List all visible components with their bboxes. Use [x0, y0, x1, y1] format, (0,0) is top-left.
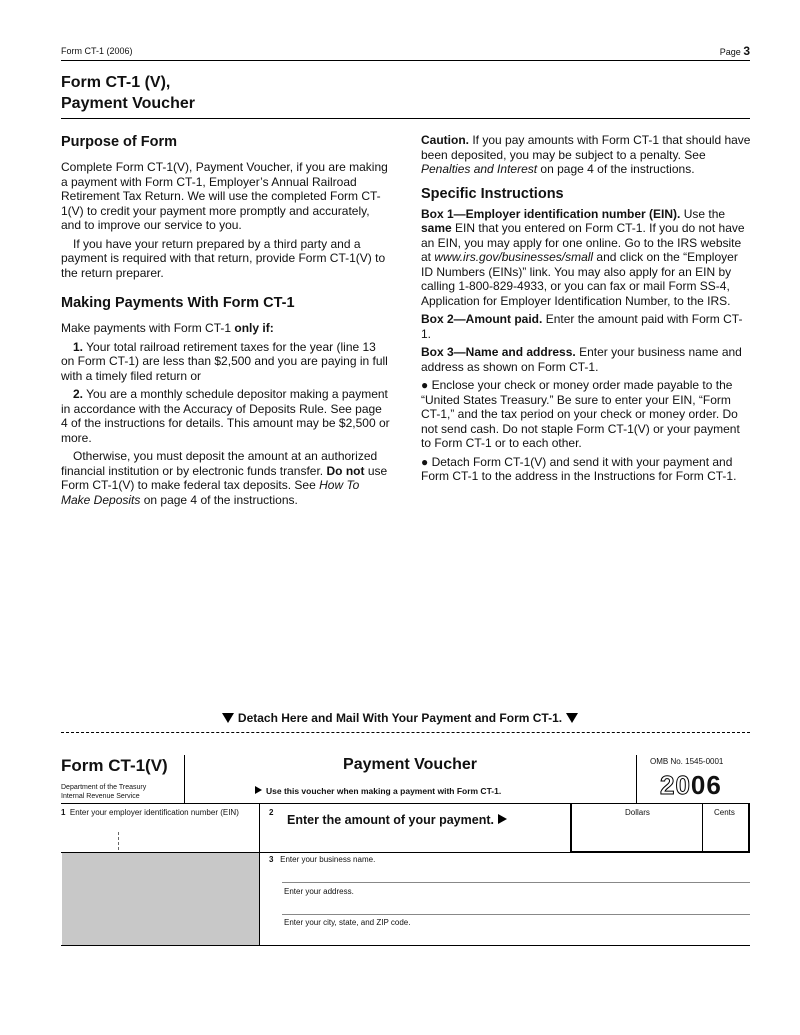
otherwise-italic: How To Make Deposits	[61, 478, 360, 507]
header-rule	[61, 60, 750, 61]
caution-text-a: If you pay amounts with Form CT-1 that should have been deposited, you may be subject to a penalty. See	[421, 133, 751, 162]
city-state-zip-input[interactable]	[282, 927, 750, 944]
condition-item-1	[61, 340, 391, 384]
box2-label: Box 2—Amount paid.	[421, 312, 543, 326]
right-arrow-icon	[498, 814, 507, 824]
address-input[interactable]	[282, 896, 750, 914]
page-label: Page	[719, 47, 741, 57]
box-number: 1	[61, 808, 66, 817]
irs-url-link[interactable]: www.irs.gov/businesses/small	[434, 250, 594, 264]
box1-label-text: Enter your employer identification number (EIN)	[69, 808, 239, 817]
city-state-zip-label: Enter your city, state, and ZIP code.	[284, 918, 411, 927]
detach-instruction	[0, 711, 800, 725]
otherwise-paragraph	[61, 449, 391, 507]
box1-label: Box 1—Employer identification number (EIN).	[421, 206, 681, 221]
box1-instructions	[421, 207, 751, 309]
dollars-label: Dollars	[625, 808, 650, 817]
bullet-item-1	[421, 378, 751, 451]
omb-number: OMB No. 1545-0001	[650, 757, 724, 766]
bullet-text: Enclose your check or money order made payable to the “United States Treasury.” Be sure to enter your EIN, “Form CT-1,” and the tax period on your check or money order. Do not send cash. Do not staple Form CT-1(V) or your payment to Form CT-1 or to each other.	[421, 378, 740, 450]
page-title	[61, 72, 361, 114]
address-label: Enter your address.	[284, 887, 354, 896]
box2-label	[287, 813, 507, 827]
shaded-area	[62, 853, 259, 945]
making-intro	[61, 321, 391, 336]
field-underline	[282, 914, 750, 915]
page-number: 3	[743, 44, 750, 58]
field-underline	[282, 882, 750, 883]
condition-item-2	[61, 387, 391, 445]
box2-label-text: Enter the amount of your payment.	[287, 813, 494, 827]
tax-year	[660, 770, 722, 801]
year-suffix: 06	[690, 770, 722, 800]
box2-number: 2	[269, 808, 274, 817]
specific-instructions-heading: Specific Instructions	[421, 185, 564, 202]
cut-line	[61, 732, 750, 733]
voucher-use-note	[255, 786, 501, 796]
voucher-form-name: Form CT-1(V)	[61, 756, 168, 775]
right-arrow-icon	[255, 786, 262, 794]
otherwise-bold: Do not	[326, 463, 365, 478]
box1-label	[61, 808, 239, 817]
bullet-item-2	[421, 455, 751, 484]
ein-input[interactable]	[62, 820, 258, 852]
caution-text-b: on page 4 of the instructions.	[540, 162, 695, 176]
caution-paragraph	[421, 133, 751, 177]
box1-text-b: EIN that you entered on Form CT-1. If you do not have an EIN, you may apply for one online. Go to the IRS website at	[421, 221, 745, 264]
box3-text: Enter your business name and address as shown on Form CT-1.	[421, 345, 742, 374]
title-line-1: Form CT-1 (V),	[61, 74, 171, 91]
business-name-label	[269, 855, 375, 864]
business-name-input[interactable]	[282, 864, 750, 882]
otherwise-text-b: use Form CT-1(V) to make federal tax deposits. See	[61, 463, 388, 492]
divider	[259, 803, 260, 945]
left-column	[61, 133, 391, 511]
divider	[702, 803, 703, 853]
box1-text-c: and click on the “Employer ID Numbers (EINs)” link. You may also apply for an EIN by calling 1-800-829-4933, or you can fax or mail Form SS-4, Application for Employer Identification Number, to the IRS.	[421, 250, 738, 308]
detach-text: Detach Here and Mail With Your Payment and Form CT-1.	[237, 711, 563, 725]
making-payments-heading: Making Payments With Form CT-1	[61, 295, 295, 311]
divider	[184, 755, 185, 803]
box3-instructions	[421, 345, 751, 374]
voucher-bottom-rule	[61, 945, 750, 946]
box3-label: Box 3—Name and address.	[421, 345, 576, 359]
voucher-department	[61, 783, 146, 801]
caution-italic: Penalties and Interest	[421, 162, 538, 176]
bullet-text: Detach Form CT-1(V) and send it with your payment and Form CT-1 to the address in the Instructions for Form CT-1.	[421, 454, 737, 483]
box1-text-a: Use the	[683, 206, 726, 221]
form-reference: Form CT-1 (2006)	[61, 46, 133, 56]
purpose-paragraph-1: Complete Form CT-1(V), Payment Voucher, if you are making a payment with Form CT-1, Employer’s Annual Railroad Retirement Tax Return. We will use the completed Form CT-1(V) to credit your payment more promptly and accurately, and to improve our service to you.	[61, 160, 388, 232]
box2-text: Enter the amount paid with Form CT-1.	[421, 312, 743, 341]
purpose-paragraph-2: If you have your return prepared by a third party and a payment is required with that return, provide Form CT-1(V) to the return preparer.	[61, 236, 386, 280]
making-intro-text: Make payments with Form CT-1	[61, 321, 232, 335]
title-rule	[61, 118, 750, 119]
bullet-icon: ●	[421, 454, 429, 469]
item-number: 1.	[73, 339, 84, 354]
dept-line-2: Internal Revenue Service	[61, 793, 140, 800]
title-line-2: Payment Voucher	[61, 95, 195, 112]
item-number: 2.	[73, 387, 84, 401]
box1-same: same	[421, 221, 452, 235]
divider	[636, 755, 637, 803]
otherwise-text-a: Otherwise, you must deposit the amount at an authorized financial institution or by electronic funds transfer.	[61, 449, 378, 478]
bullet-icon: ●	[421, 378, 429, 392]
item-text: Your total railroad retirement taxes for the year (line 13 on Form CT-1) are less than $2,500 and you are paying in full with a timely filed return or	[61, 339, 388, 383]
purpose-heading: Purpose of Form	[61, 134, 178, 150]
box-number: 3	[269, 855, 274, 864]
otherwise-text-c: on page 4 of the instructions.	[143, 492, 298, 507]
down-triangle-icon	[222, 713, 234, 723]
down-triangle-icon	[566, 713, 578, 723]
page-indicator	[720, 44, 750, 58]
use-text: Use this voucher when making a payment with Form CT-1.	[266, 786, 502, 796]
item-text: You are a monthly schedule depositor making a payment in accordance with the Accuracy of Deposits Rule. See page 4 of the instructions for details. This amount may be $2,500 or more.	[61, 387, 390, 445]
caution-label: Caution.	[421, 133, 469, 147]
voucher-title: Payment Voucher	[343, 756, 477, 773]
making-intro-bold: only if:	[234, 321, 274, 335]
box2-instructions	[421, 312, 751, 341]
year-prefix: 20	[660, 770, 691, 800]
dept-line-1: Department of the Treasury	[61, 784, 147, 791]
business-name-text: Enter your business name.	[280, 855, 376, 864]
right-column	[421, 133, 751, 488]
cents-label: Cents	[714, 808, 735, 817]
